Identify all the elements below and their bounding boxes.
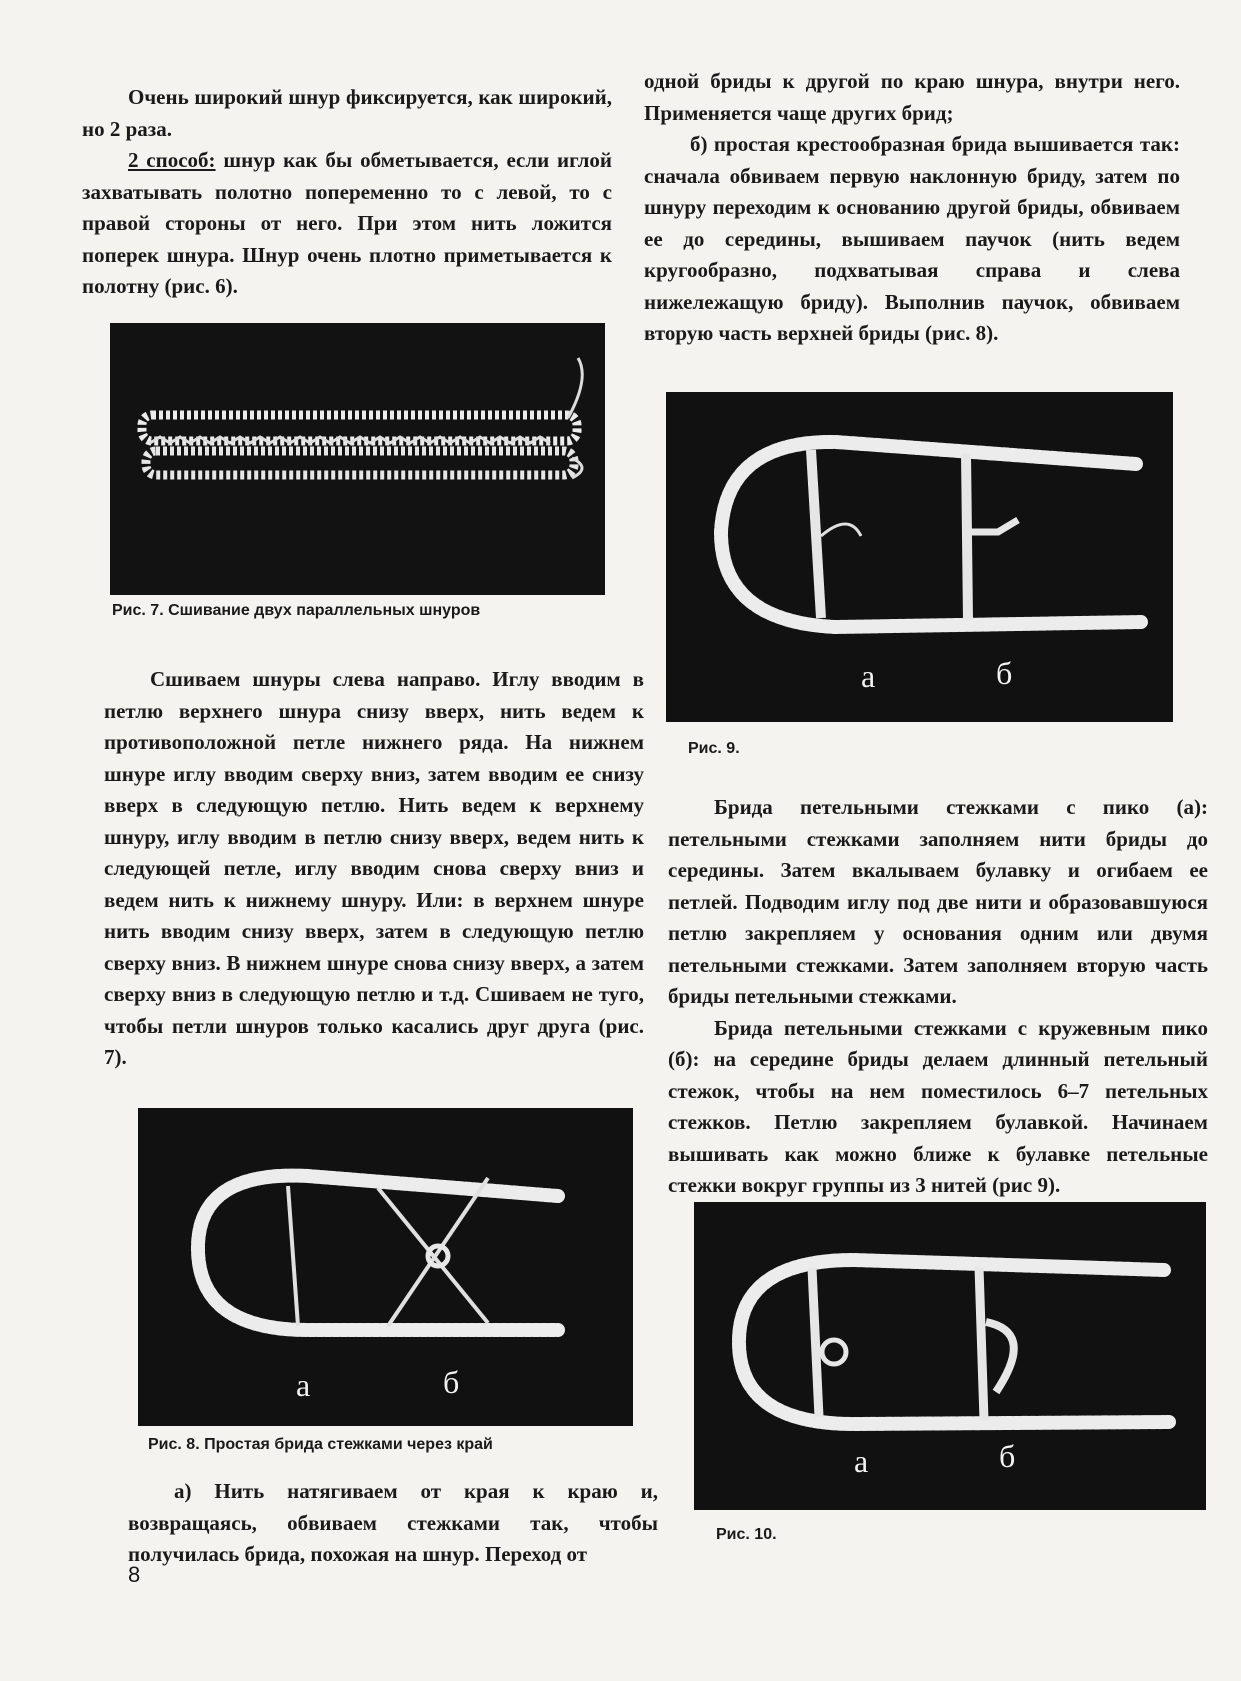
figure-7-caption: Рис. 7. Сшивание двух параллельных шнуров bbox=[112, 602, 481, 619]
figure-8-photo bbox=[138, 1108, 633, 1426]
figure-10-label-a: а bbox=[854, 1443, 869, 1479]
paragraph-wide-cord: Очень широкий шнур фиксируется, как широкий, но 2 раза. bbox=[82, 85, 612, 141]
paragraph-cross-brida: б) простая крестообразная брида вышивается так: сначала обвиваем первую наклонную бриду, затем по шнуру переходим к основанию другой бриды, обвиваем ее до середины, вышиваем паучок (нить ведем кругообразно, подхватывая справа и слева нижележащую бриду). Выполнив паучок, обвиваем вторую часть верхней бриды (рис. 8). bbox=[644, 132, 1180, 345]
page-number: 8 bbox=[128, 1562, 141, 1587]
figure-9-label-b: б bbox=[996, 655, 1013, 691]
figure-8-label-b: б bbox=[443, 1364, 460, 1400]
paragraph-pico-b: Брида петельными стежками с кружевным пико (б): на середине бриды делаем длинный петельный стежок, чтобы на нем поместилось 6–7 петельных стежков. Петлю закрепляем булавкой. Начинаем вышивать как можно ближе к булавке петельные стежки вокруг группы из 3 нитей (рис 9). bbox=[668, 1015, 1208, 1197]
paragraph-pico-a: Брида петельными стежками с пико (а): петельными стежками заполняем нити бриды до середины. Затем вкалываем булавку и огибаем ее петлей. Подводим иглу под две нити и образовавшуюся петлю закрепляем у основания одним или двумя петельными стежками. Затем заполняем вторую часть бриды петельными стежками. bbox=[668, 795, 1208, 1008]
left-column-bottom bbox=[128, 1476, 658, 1571]
figure-10-photo bbox=[694, 1202, 1206, 1510]
right-column-top bbox=[644, 66, 1180, 350]
paragraph-method-2 bbox=[82, 145, 612, 303]
left-column-middle bbox=[104, 664, 644, 1074]
figure-9-caption: Рис. 9. bbox=[688, 740, 740, 757]
figure-7-photo bbox=[110, 323, 605, 595]
method-2-label: 2 способ: bbox=[128, 148, 216, 172]
figure-8-label-a: а bbox=[296, 1367, 311, 1403]
figure-8-caption: Рис. 8. Простая брида стежками через край bbox=[148, 1436, 493, 1453]
method-2-text: шнур как бы обметывается, если иглой захватывать полотно попеременно то с левой, то с правой стороны от него. При этом нить ложится поперек шнура. Шнур очень плотно приметывается к полотну (рис. 6). bbox=[82, 148, 612, 298]
figure-10-label-b: б bbox=[999, 1438, 1016, 1474]
paragraph-transition: одной бриды к другой по краю шнура, внутри него. Применяется чаще других брид; bbox=[644, 69, 1180, 125]
figure-9-label-a: а bbox=[861, 658, 876, 694]
paragraph-stitching: Сшиваем шнуры слева направо. Иглу вводим в петлю верхнего шнура снизу вверх, нить ведем к противоположной петле нижнего ряда. На нижнем шнуре иглу вводим сверху вниз, затем вводим ее снизу вверх в следующую петлю. Нить ведем к верхнему шнуру, иглу вводим в петлю снизу вверх, ведем нить к следующей петле, иглу вводим снова сверху вниз и ведем нить к нижнему шнуру. Или: в верхнем шнуре нить вводим снизу вверх, затем в следующую петлю сверху вниз. В нижнем шнуре снова снизу вверх, а затем сверху вниз в следующую петлю и т.д. Сшиваем не туго, чтобы петли шнуров только касались друг друга (рис. 7). bbox=[104, 667, 644, 1069]
paragraph-simple-brida: а) Нить натягиваем от края к краю и, возвращаясь, обвиваем стежками так, чтобы получилась брида, похожая на шнур. Переход от bbox=[128, 1479, 658, 1566]
figure-10-caption: Рис. 10. bbox=[716, 1526, 777, 1543]
left-column-top bbox=[82, 82, 612, 303]
figure-9-photo bbox=[666, 392, 1173, 722]
right-column-middle bbox=[668, 792, 1208, 1202]
